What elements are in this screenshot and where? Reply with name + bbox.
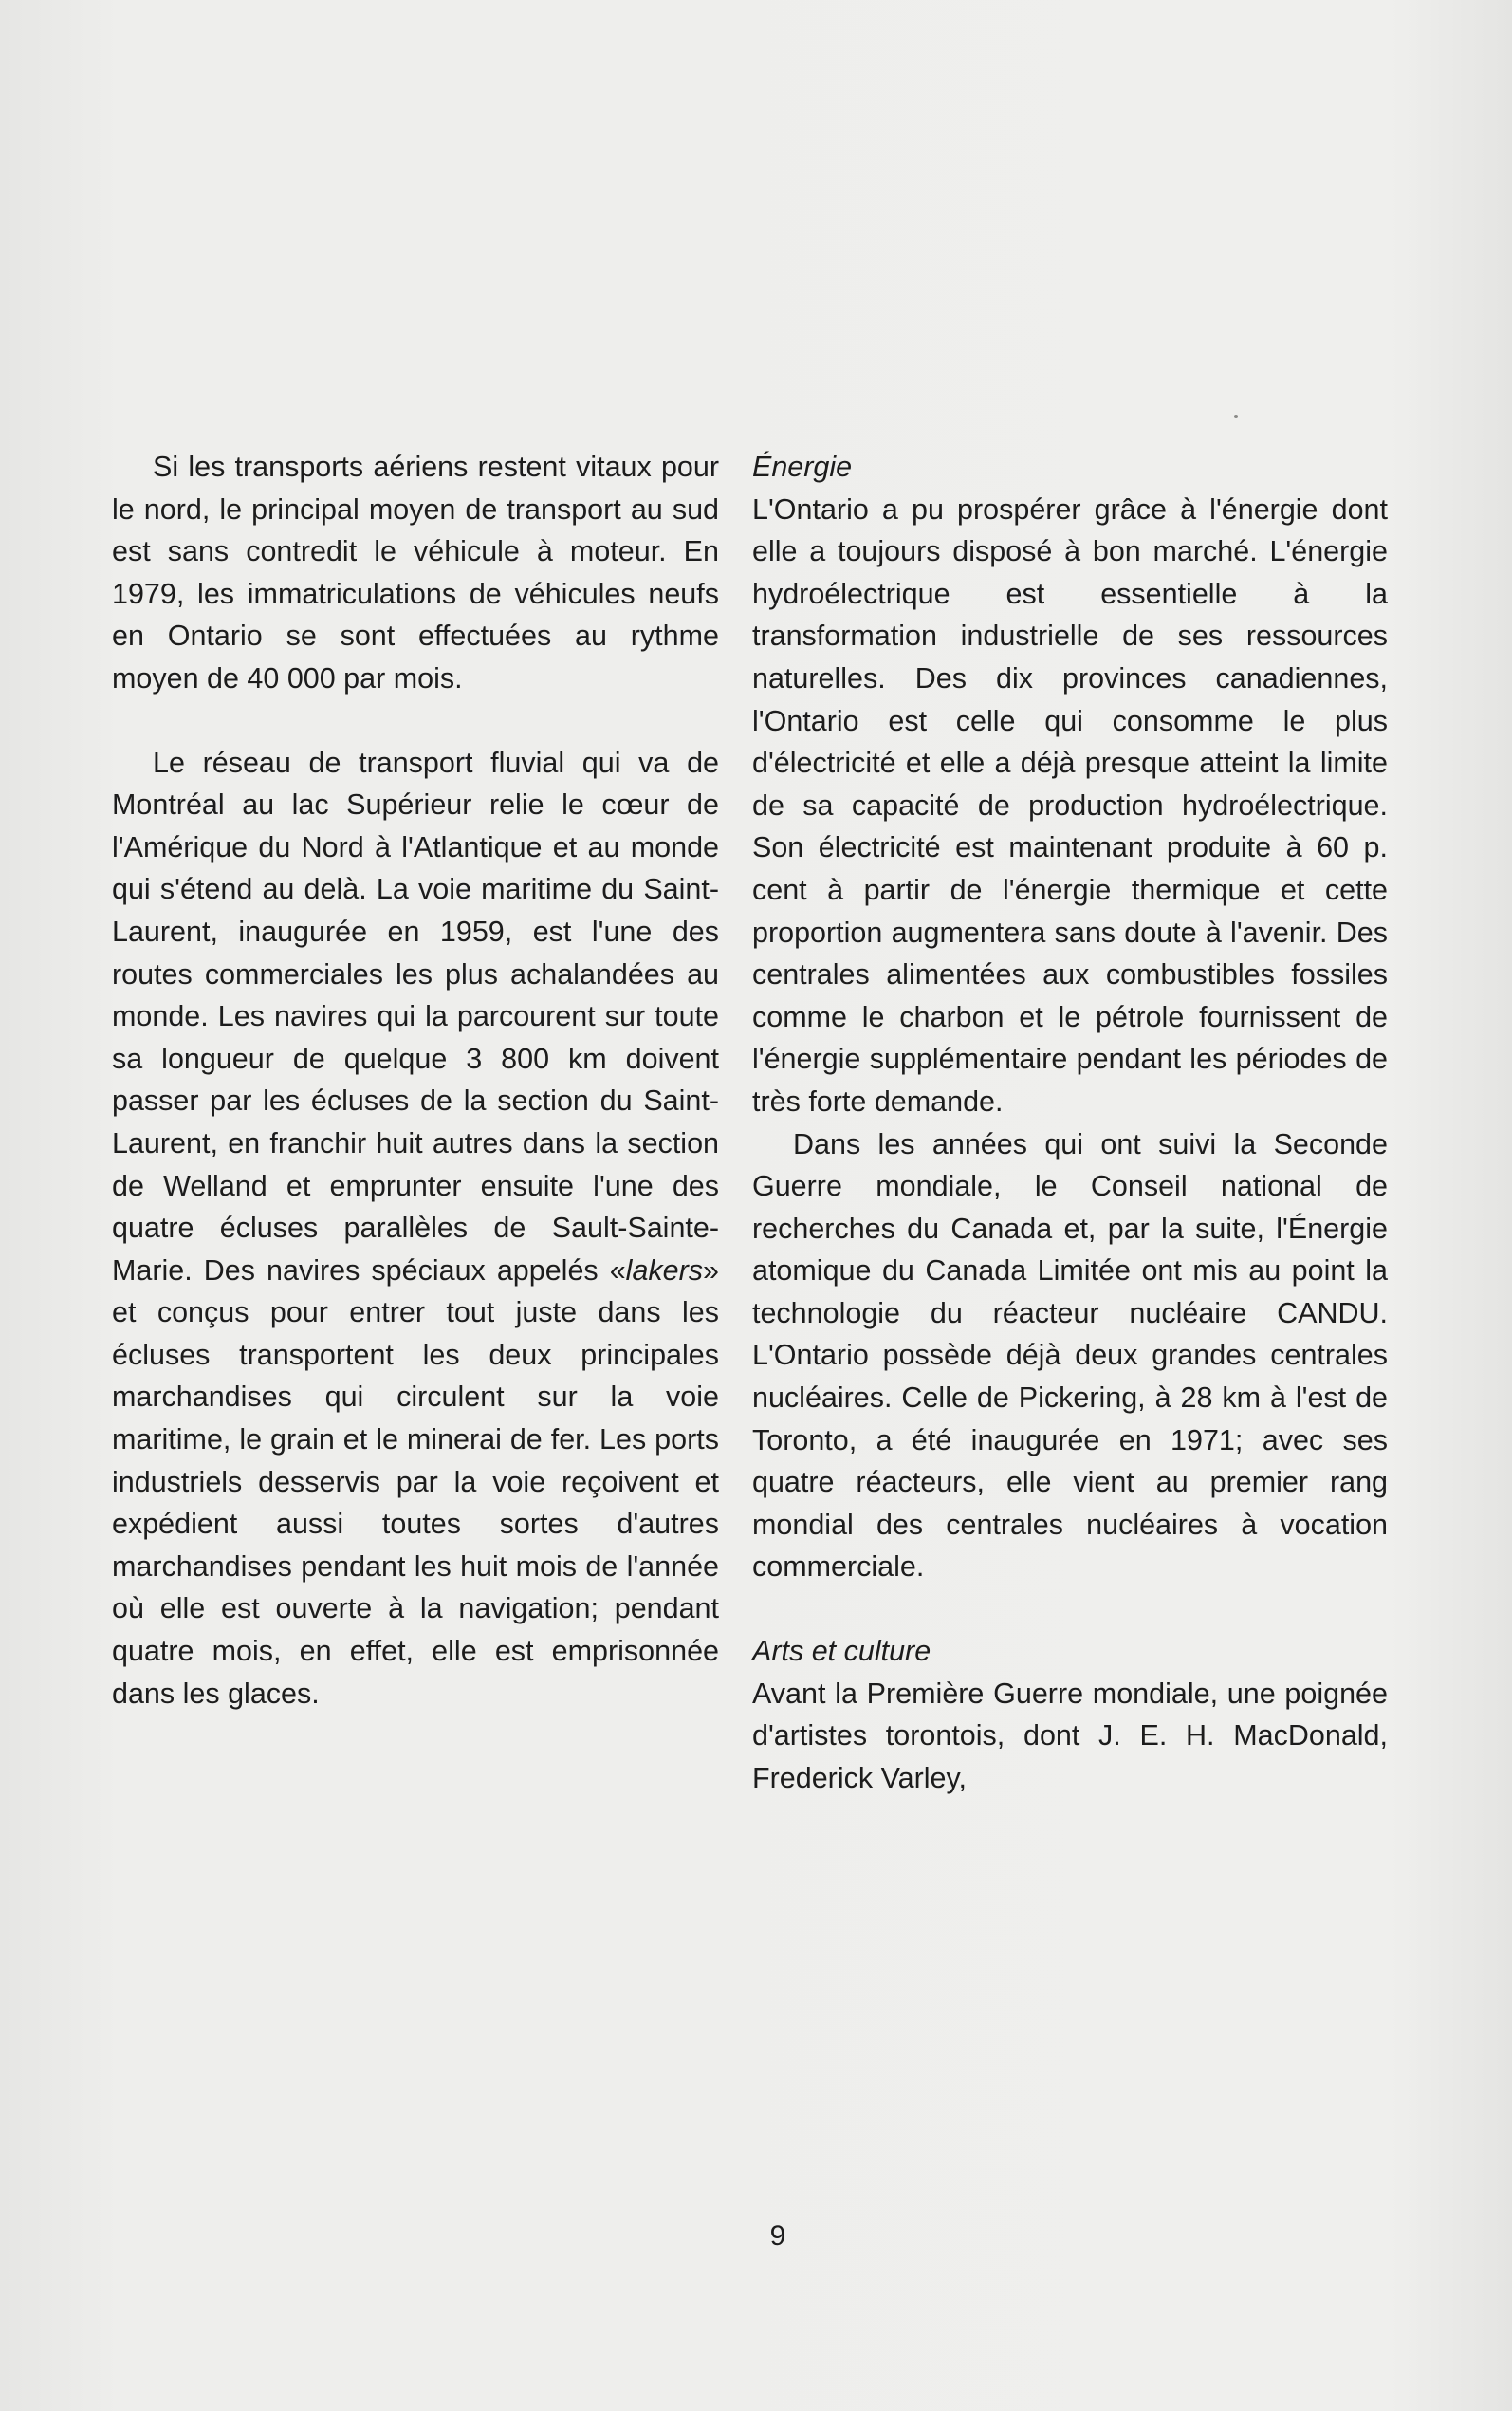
paragraph-transport-fluvial: Le réseau de transport fluvial qui va de Montréal au lac Supérieur relie le cœur de l'Amérique du Nord à l'Atlantique et au monde qui s'étend au delà. La voie maritime du Saint-Laurent, inaugurée en 1959, est l'une des routes commerciales les plus achalandées au monde. Les navires qui la parcourent sur toute sa longueur de quelque 3 800 km doivent passer par les écluses de la section du Saint-Laurent, en franchir huit autres dans la section de Welland et emprunter ensuite l'une des quatre écluses parallèles de Sault-Sainte-Marie. Des navires spéciaux appelés «lakers» et conçus pour entrer tout juste dans les écluses transportent les deux principales marchandises qui circulent sur la voie maritime, le grain et le minerai de fer. Les ports industriels desservis par la voie reçoivent et expédient aussi toutes sortes d'autres marchandises pendant les huit mois de l'année où elle est ouverte à la navigation; pendant quatre mois, en effet, elle est emprisonnée dans les glaces. (112, 746, 719, 1710)
paragraph-arts-culture: Avant la Première Guerre mondiale, une poignée d'artistes torontois, dont J. E. H. MacDonald, Frederick Varley, (752, 1677, 1388, 1794)
paper-speck (1234, 415, 1238, 418)
page-number: 9 (769, 2220, 786, 2252)
section-heading-energie: Énergie (752, 451, 853, 483)
paragraph-gap (752, 1588, 1388, 1630)
section-heading-arts: Arts et culture (752, 1635, 931, 1668)
paragraph-energie-hydro: L'Ontario a pu prospérer grâce à l'énergie dont elle a toujours disposé à bon marché. L'énergie hydroélectrique est essentielle à la transformation industrielle de ses ressources naturelles. Des dix provinces canadiennes, l'Ontario est celle qui consomme le plus d'électricité et elle a déjà presque atteint la limite de sa capacité de production hydroélectrique. Son électricité est maintenant produite à 60 p. cent à partir de l'énergie thermique et cette proportion augmentera sans doute à l'avenir. Des centrales alimentées aux combustibles fossiles comme le charbon et le pétrole fournissent de l'énergie supplémentaire pendant les périodes de très forte demande. (752, 492, 1388, 1118)
paragraph-energie-nucleaire: Dans les années qui ont suivi la Seconde Guerre mondiale, le Conseil national de recherches du Canada et, par la suite, l'Énergie atomique du Canada Limitée ont mis au point la technologie du réacteur nucléaire CANDU. L'Ontario possède déjà deux grandes centrales nucléaires. Celle de Pickering, à 28 km à l'est de Toronto, a été inaugurée en 1971; avec ses quatre réacteurs, elle vient au premier rang mondial des centrales nucléaires à vocation commerciale. (752, 1127, 1388, 1584)
paragraph-transport-vehicules: Si les transports aériens restent vitaux pour le nord, le principal moyen de transport au sud est sans contredit le véhicule à moteur. En 1979, les immatriculations de véhicules neufs en Ontario se sont effectuées au rythme moyen de 40 000 par mois. (112, 451, 719, 695)
right-column (752, 446, 1388, 1799)
left-column (112, 446, 719, 1715)
paragraph-gap (112, 700, 719, 742)
